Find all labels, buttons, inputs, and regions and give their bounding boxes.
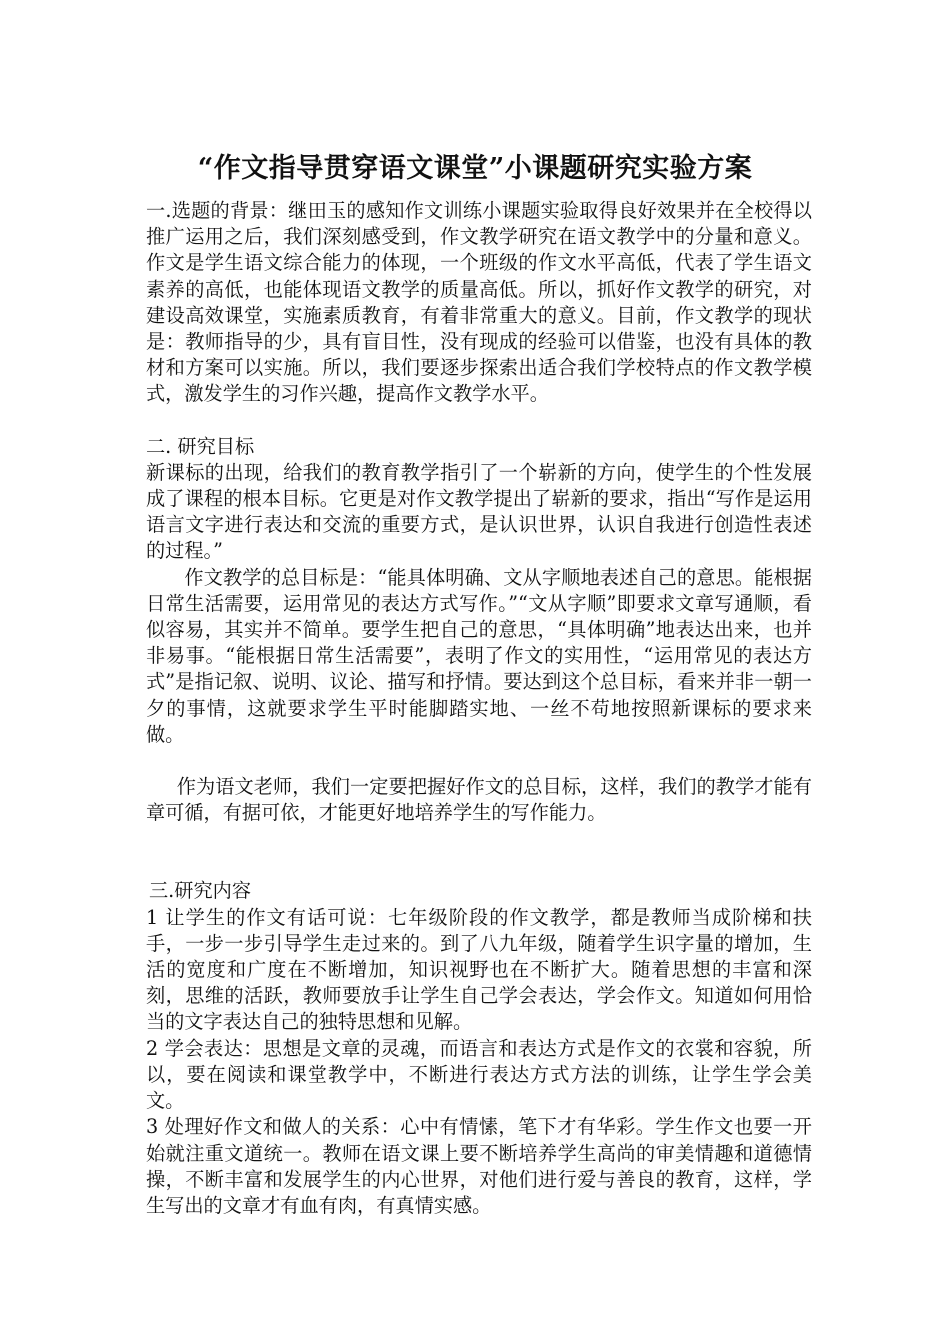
content-item-3: 3 处理好作文和做人的关系：心中有情愫，笔下才有华彩。学生作文也要一开始就注重文道统一。教师在语文课上要不断培养学生高尚的审美情趣和道德情操，不断丰富和发展学生的内心世界，对他们进行爱与善良的教育，这样，学生写出的文章才有血有肉，有真情实感。: [146, 1115, 812, 1217]
goals-paragraph-3: 作为语文老师，我们一定要把握好作文的总目标，这样，我们的教学才能有章可循，有据可依，才能更好地培养学生的写作能力。: [146, 775, 812, 825]
background-paragraph: 一.选题的背景：继田玉的感知作文训练小课题实验取得良好效果并在全校得以推广运用之后，我们深刻感受到，作文教学研究在语文教学中的分量和意义。作文是学生语文综合能力的体现，一个班级的作文水平高低，代表了学生语文素养的高低，也能体现语文教学的质量高低。所以，抓好作文教学的研究，对建设高效课堂，实施素质教育，有着非常重大的意义。目前，作文教学的现状是：教师指导的少，具有盲目性，没有现成的经验可以借鉴，也没有具体的教材和方案可以实施。所以，我们要逐步探索出适合我们学校特点的作文教学模式，激发学生的习作兴趣，提高作文教学水平。: [146, 199, 812, 406]
content-item-1: 1 让学生的作文有话可说：七年级阶段的作文教学，都是教师当成阶梯和扶手，一步一步引导学生走过来的。到了八九年级，随着学生识字量的增加，生活的宽度和广度在不断增加，知识视野也在不断扩大。随着思想的丰富和深刻，思维的活跃，教师要放手让学生自己学会表达，学会作文。知道如何用恰当的文字表达自己的独特思想和见解。: [146, 905, 812, 1034]
research-content-heading: 三.研究内容: [149, 879, 252, 903]
goals-paragraph-2: 作文教学的总目标是：“能具体明确、文从字顺地表述自己的意思。能根据日常生活需要，运用常见的表达方式写作。”“文从字顺”即要求文章写通顺，看似容易，其实并不简单。要学生把自己的意思，“具体明确”地表达出来，也并非易事。“能根据日常生活需要”，表明了作文的实用性，“运用常见的表达方式”是指记叙、说明、议论、描写和抒情。要达到这个总目标，看来并非一朝一夕的事情，这就要求学生平时能脚踏实地、一丝不苟地按照新课标的要求来做。: [146, 565, 812, 746]
goals-paragraph-1: 新课标的出现，给我们的教育教学指引了一个崭新的方向，使学生的个性发展成了课程的根本目标。它更是对作文教学提出了崭新的要求，指出“写作是运用语言文字进行表达和交流的重要方式，是认识世界，认识自我进行创造性表述的过程。”: [146, 460, 812, 563]
paragraph-spacer: [146, 748, 812, 774]
document-body: [146, 198, 812, 1219]
document-title: “作文指导贯穿语文课堂”小课题研究实验方案: [197, 153, 753, 185]
paragraph-spacer: [146, 826, 812, 878]
paragraph-spacer: [146, 408, 812, 434]
research-goals-heading: 二. 研究目标: [146, 434, 255, 458]
content-item-2: 2 学会表达：思想是文章的灵魂，而语言和表达方式是作文的衣裳和容貌，所以，要在阅读和课堂教学中，不断进行表达方式方法的训练，让学生学会美文。: [146, 1036, 812, 1113]
